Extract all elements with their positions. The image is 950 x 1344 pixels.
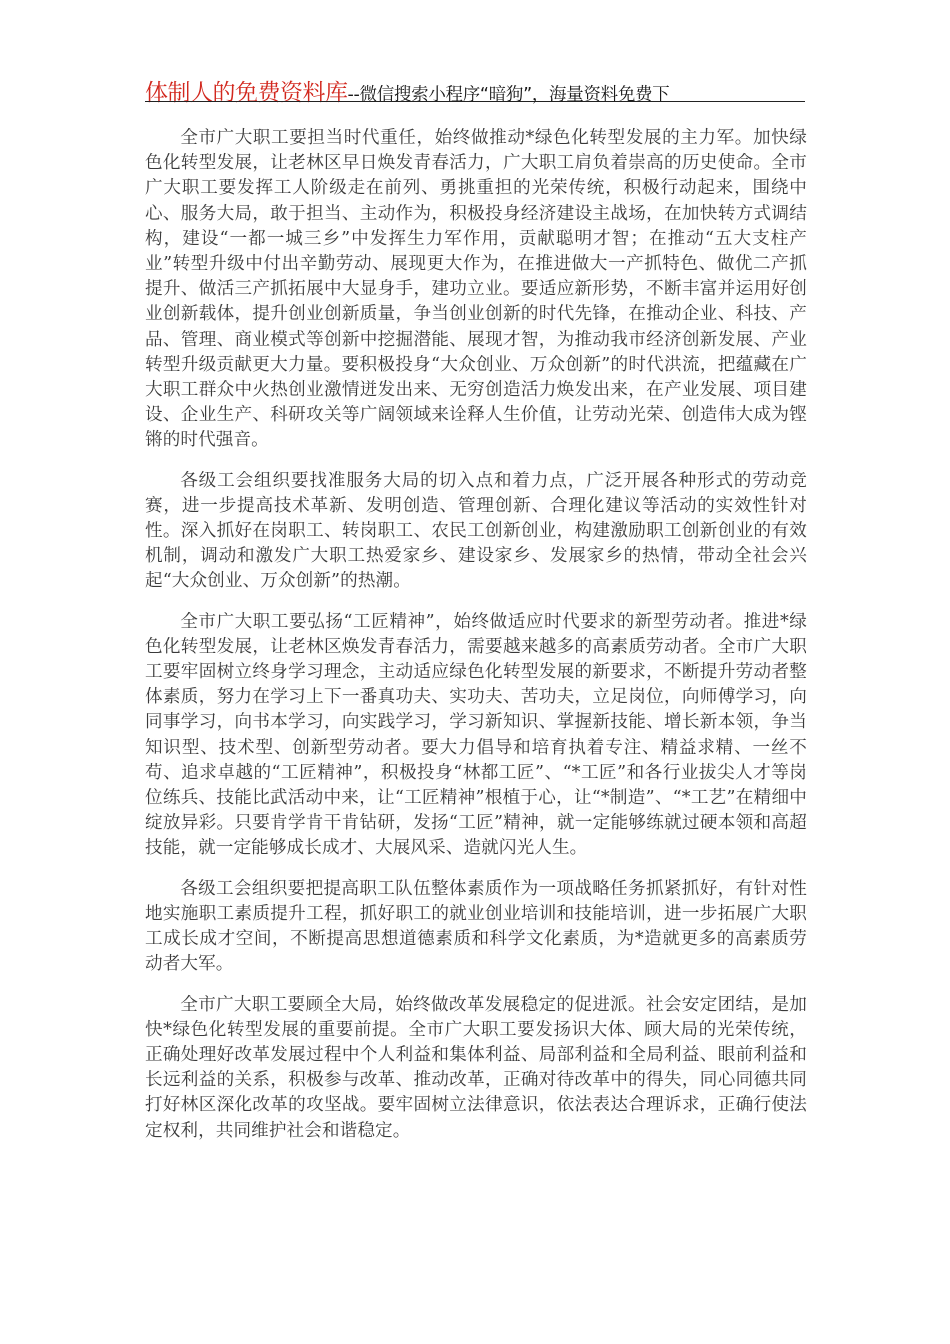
header-title: 体制人的免费资料库 bbox=[145, 80, 348, 106]
page-header bbox=[145, 74, 805, 106]
paragraph-4: 各级工会组织要把提高职工队伍整体素质作为一项战略任务抓紧抓好，有针对性地实施职工素质提升工程，抓好职工的就业创业培训和技能培训，进一步拓展广大职工成长成才空间，不断提高思想道德素质和科学文化素质，为*造就更多的高素质劳动者大军。 bbox=[145, 878, 807, 975]
paragraph-1: 全市广大职工要担当时代重任，始终做推动*绿色化转型发展的主力军。加快绿色化转型发展，让老林区早日焕发青春活力，广大职工肩负着崇高的历史使命。全市广大职工要发挥工人阶级走在前列、勇挑重担的光荣传统，积极行动起来，围绕中心、服务大局，敢于担当、主动作为，积极投身经济建设主战场，在加快转方式调结构，建设“一都一城三乡”中发挥生力军作用，贡献聪明才智；在推动“五大支柱产业”转型升级中付出辛勤劳动、展现更大作为，在推进做大一产抓特色、做优二产抓提升、做活三产抓拓展中大显身手，建功立业。要适应新形势，不断丰富并运用好创业创新载体，提升创业创新质量，争当创业创新的时代先锋，在推动企业、科技、产品、管理、商业模式等创新中挖掘潜能、展现才智，为推动我市经济创新发展、产业转型升级贡献更大力量。要积极投身“大众创业、万众创新”的时代洪流，把蕴藏在广大职工群众中火热创业激情迸发出来、无穷创造活力焕发出来，在产业发展、项目建设、企业生产、科研攻关等广阔领域来诠释人生价值，让劳动光荣、创造伟大成为铿锵的时代强音。 bbox=[145, 128, 807, 451]
document-body bbox=[145, 126, 807, 1159]
header-divider bbox=[145, 101, 805, 102]
paragraph-2: 各级工会组织要找准服务大局的切入点和着力点，广泛开展各种形式的劳动竞赛，进一步提高技术革新、发明创造、管理创新、合理化建议等活动的实效性针对性。深入抓好在岗职工、转岗职工、农民工创新创业，构建激励职工创新创业的有效机制，调动和激发广大职工热爱家乡、建设家乡、发展家乡的热情，带动全社会兴起“大众创业、万众创新”的热潮。 bbox=[145, 470, 807, 592]
paragraph-5: 全市广大职工要顾全大局，始终做改革发展稳定的促进派。社会安定团结，是加快*绿色化转型发展的重要前提。全市广大职工要发扬识大体、顾大局的光荣传统，正确处理好改革发展过程中个人利益和集体利益、局部利益和全局利益、眼前利益和长远利益的关系，积极参与改革、推动改革，正确对待改革中的得失，同心同德共同打好林区深化改革的攻坚战。要牢固树立法律意识，依法表达合理诉求，正确行使法定权利，共同维护社会和谐稳定。 bbox=[145, 994, 807, 1141]
header-subtitle: --微信搜索小程序“暗狗”，海量资料免费下 bbox=[347, 85, 670, 105]
paragraph-3: 全市广大职工要弘扬“工匠精神”，始终做适应时代要求的新型劳动者。推进*绿色化转型发展，让老林区焕发青春活力，需要越来越多的高素质劳动者。全市广大职工要牢固树立终身学习理念，主动适应绿色化转型发展的新要求，不断提升劳动者整体素质，努力在学习上下一番真功夫、实功夫、苦功夫，立足岗位，向师傅学习，向同事学习，向书本学习，向实践学习，学习新知识、掌握新技能、增长新本领，争当知识型、技术型、创新型劳动者。要大力倡导和培育执着专注、精益求精、一丝不苟、追求卓越的“工匠精神”，积极投身“林都工匠”、“*工匠”和各行业拔尖人才等岗位练兵、技能比武活动中来，让“工匠精神”根植于心，让“*制造”、“*工艺”在精细中绽放异彩。只要肯学肯干肯钻研，发扬“工匠”精神，就一定能够练就过硬本领和高超技能，就一定能够成长成才、大展风采、造就闪光人生。 bbox=[145, 611, 807, 859]
